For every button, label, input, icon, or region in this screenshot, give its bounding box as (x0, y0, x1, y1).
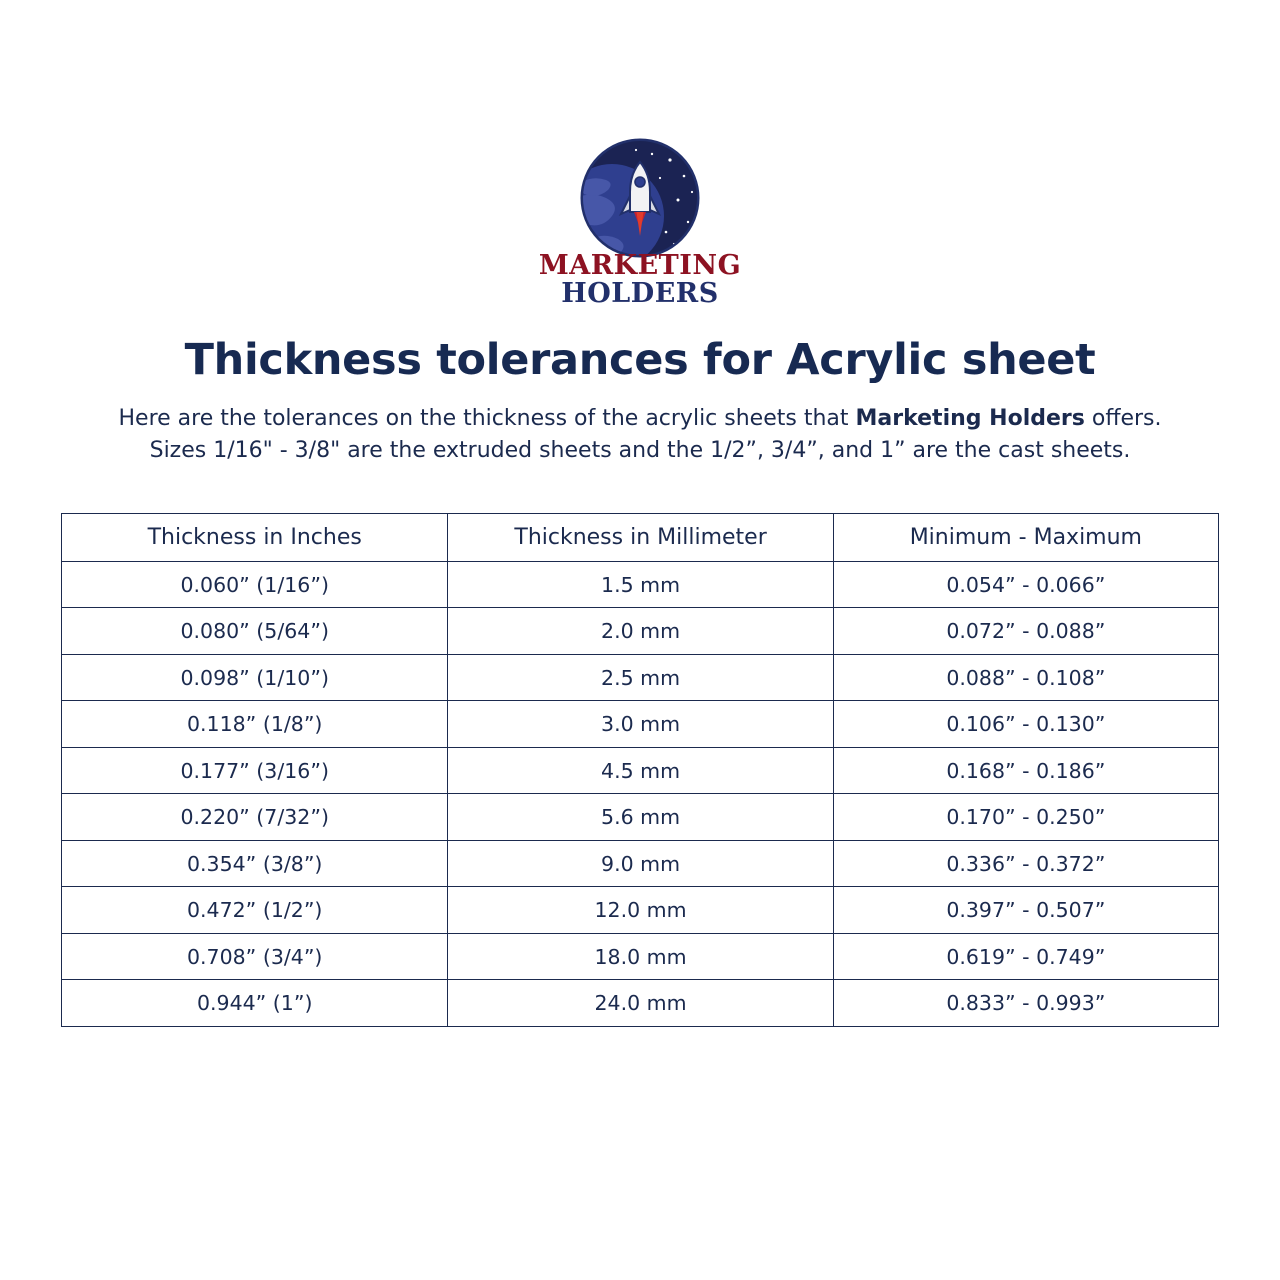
column-header-min-max: Minimum - Maximum (833, 513, 1218, 561)
subtitle-brand: Marketing Holders (855, 406, 1085, 431)
logo-wordmark (539, 252, 741, 307)
subtitle-line-2: Sizes 1/16" - 3/8" are the extruded sheets and the 1/2”, 3/4”, and 1” are the cast sheets. (149, 437, 1131, 463)
table-row (62, 747, 1219, 794)
cell-min-max: 0.168” - 0.186” (833, 747, 1218, 794)
table-row (62, 887, 1219, 934)
cell-inches: 0.354” (3/8”) (62, 840, 448, 887)
cell-inches: 0.472” (1/2”) (62, 887, 448, 934)
cell-inches: 0.220” (7/32”) (62, 794, 448, 841)
table-row (62, 701, 1219, 748)
table-row (62, 561, 1219, 608)
cell-millimeter: 12.0 mm (448, 887, 833, 934)
cell-inches: 0.177” (3/16”) (62, 747, 448, 794)
cell-min-max: 0.619” - 0.749” (833, 933, 1218, 980)
cell-min-max: 0.088” - 0.108” (833, 654, 1218, 701)
cell-inches: 0.944” (1”) (62, 980, 448, 1027)
table-body (62, 561, 1219, 1026)
cell-inches: 0.708” (3/4”) (62, 933, 448, 980)
logo-line-holders: HOLDERS (561, 278, 719, 309)
column-header-millimeter: Thickness in Millimeter (448, 513, 833, 561)
cell-inches: 0.098” (1/10”) (62, 654, 448, 701)
cell-min-max: 0.106” - 0.130” (833, 701, 1218, 748)
cell-millimeter: 9.0 mm (448, 840, 833, 887)
company-logo (540, 138, 740, 313)
cell-min-max: 0.336” - 0.372” (833, 840, 1218, 887)
table-row (62, 840, 1219, 887)
table-header-row (62, 513, 1219, 561)
subtitle-text-2: offers. (1084, 406, 1162, 431)
page-title: Thickness tolerances for Acrylic sheet (184, 335, 1096, 385)
cell-millimeter: 2.5 mm (448, 654, 833, 701)
table-row (62, 794, 1219, 841)
table-row (62, 933, 1219, 980)
subtitle-text-1: Here are the tolerances on the thickness of the acrylic sheets that (118, 406, 856, 431)
cell-inches: 0.080” (5/64”) (62, 608, 448, 655)
cell-inches: 0.060” (1/16”) (62, 561, 448, 608)
column-header-inches: Thickness in Inches (62, 513, 448, 561)
table-row (62, 654, 1219, 701)
logo-line-marketing: MARKETING (538, 250, 742, 281)
cell-min-max: 0.397” - 0.507” (833, 887, 1218, 934)
table-row (62, 980, 1219, 1027)
cell-millimeter: 5.6 mm (448, 794, 833, 841)
page-subtitle (60, 403, 1220, 467)
cell-millimeter: 1.5 mm (448, 561, 833, 608)
cell-millimeter: 2.0 mm (448, 608, 833, 655)
cell-millimeter: 24.0 mm (448, 980, 833, 1027)
cell-min-max: 0.833” - 0.993” (833, 980, 1218, 1027)
cell-inches: 0.118” (1/8”) (62, 701, 448, 748)
cell-millimeter: 18.0 mm (448, 933, 833, 980)
cell-min-max: 0.170” - 0.250” (833, 794, 1218, 841)
table-row (62, 608, 1219, 655)
cell-min-max: 0.054” - 0.066” (833, 561, 1218, 608)
tolerance-table (61, 513, 1219, 1027)
cell-millimeter: 3.0 mm (448, 701, 833, 748)
cell-min-max: 0.072” - 0.088” (833, 608, 1218, 655)
cell-millimeter: 4.5 mm (448, 747, 833, 794)
tolerance-table-container (61, 513, 1219, 1027)
rocket-earth-logo-icon (552, 138, 728, 264)
